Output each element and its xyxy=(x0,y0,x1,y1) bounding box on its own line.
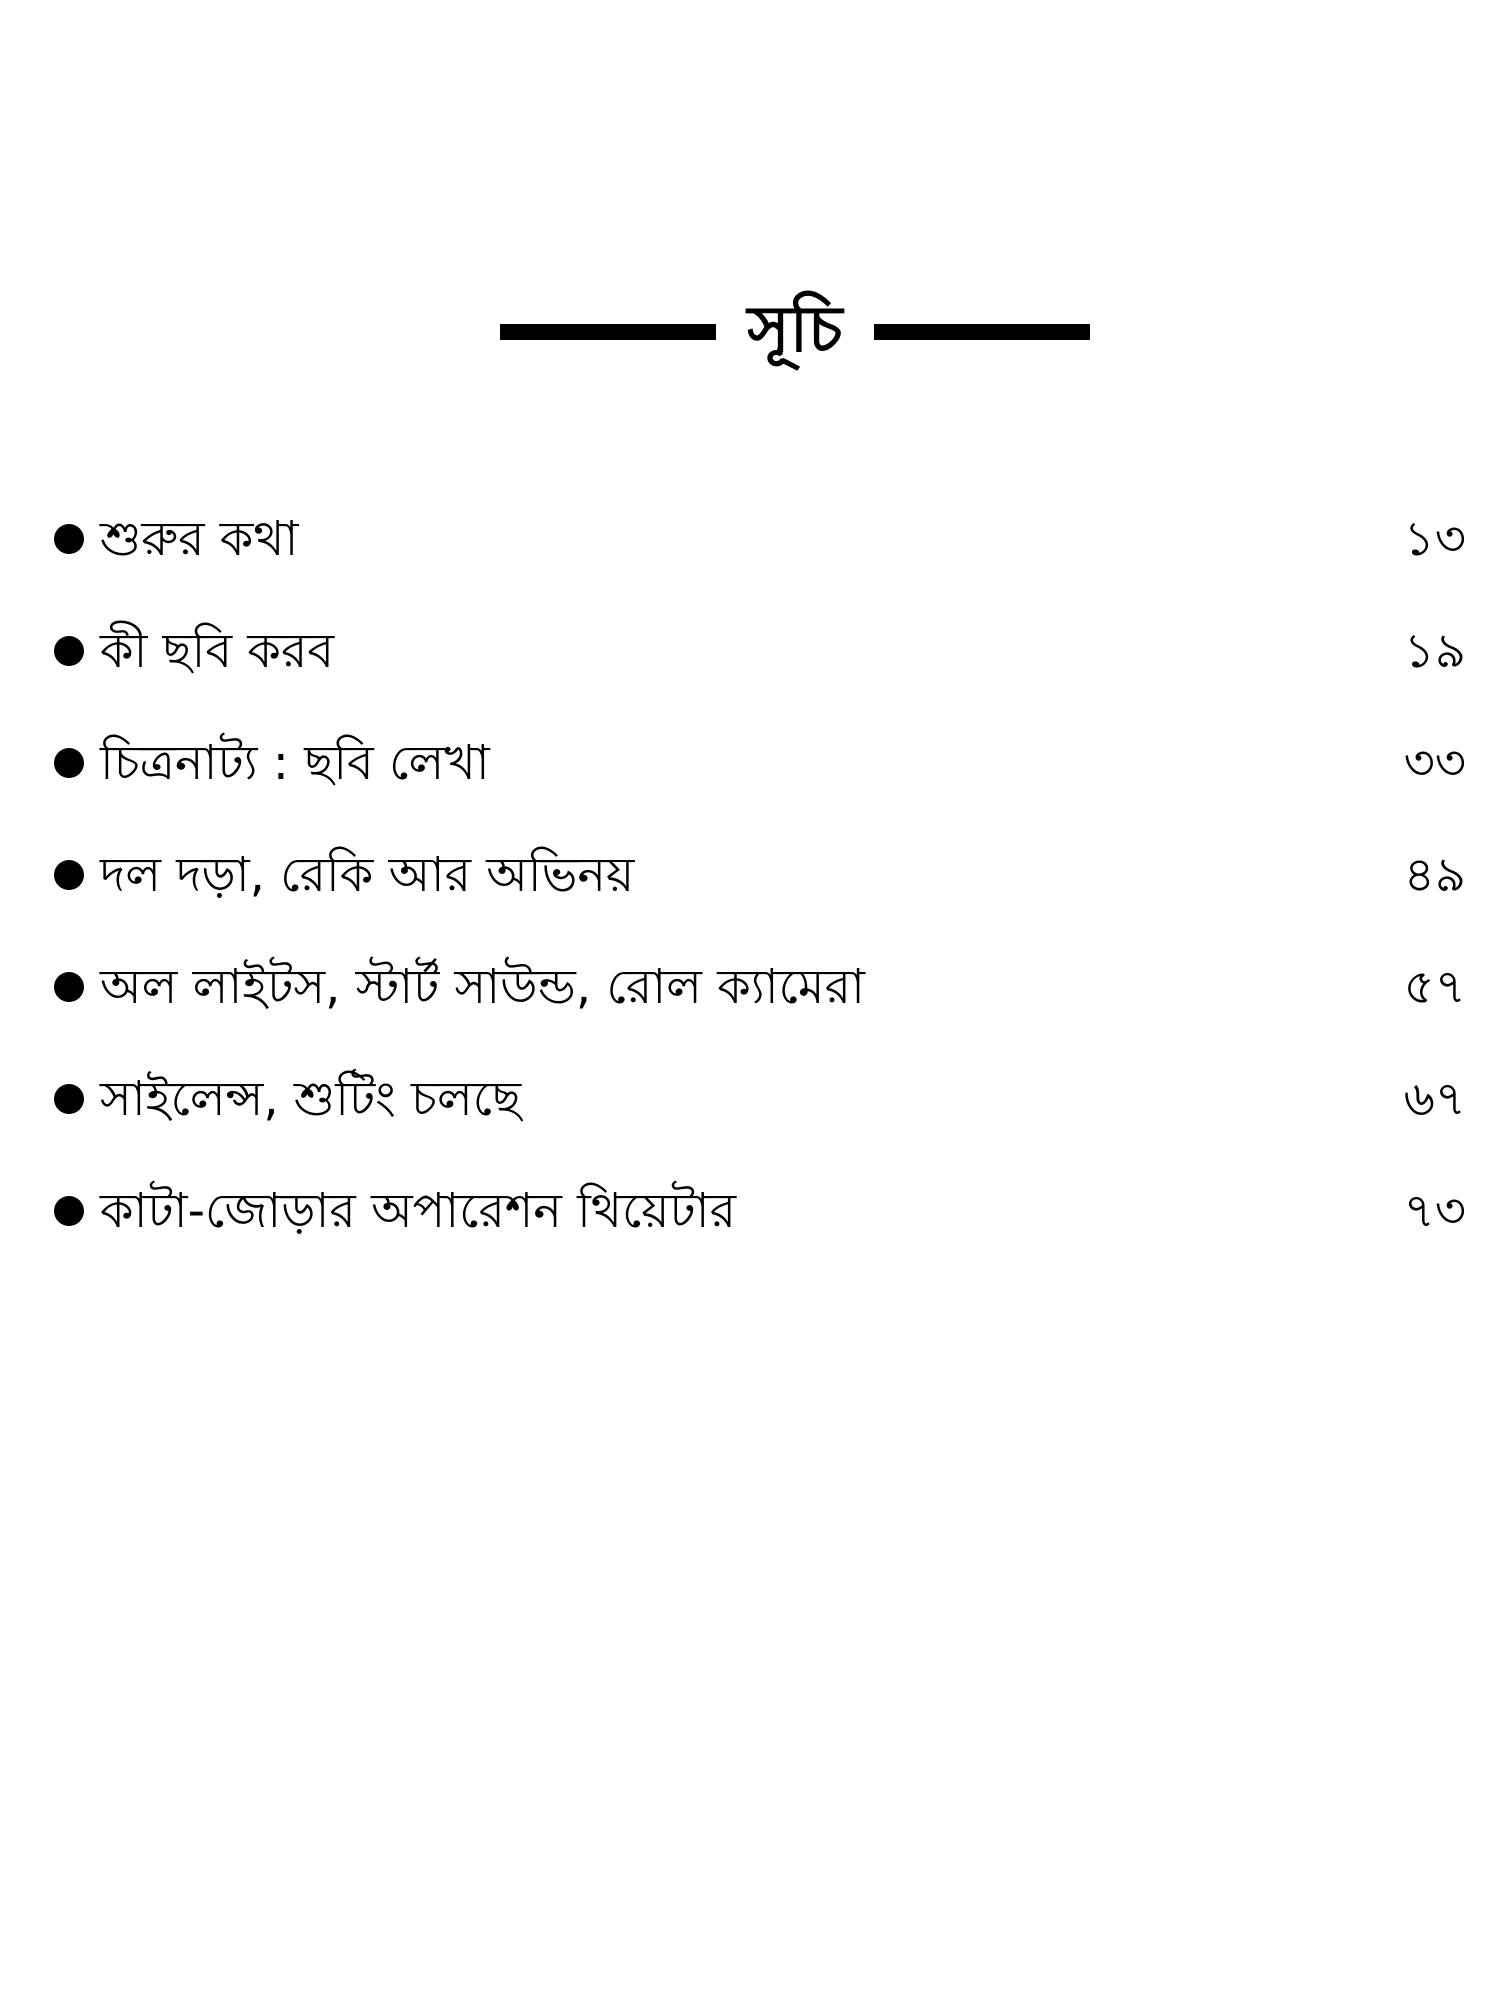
toc-entry-title: অল লাইটস, স্টার্ট সাউন্ড, রোল ক্যামেরা xyxy=(100,959,865,1015)
table-of-contents xyxy=(54,483,1466,1267)
toc-entry-page: ৭৩ xyxy=(1403,1183,1466,1239)
toc-entry xyxy=(54,707,1466,819)
bullet-icon xyxy=(54,636,84,666)
toc-entry-page: ৬৭ xyxy=(1403,1071,1466,1127)
page-title: সূচি xyxy=(747,293,843,367)
bullet-icon xyxy=(54,972,84,1002)
bullet-icon xyxy=(54,748,84,778)
toc-entry-title: শুরুর কথা xyxy=(100,511,299,567)
toc-entry xyxy=(54,1043,1466,1155)
toc-entry-title: সাইলেন্স, শুটিং চলছে xyxy=(100,1071,522,1127)
bullet-icon xyxy=(54,524,84,554)
heading-rule-left xyxy=(500,324,716,340)
bullet-icon xyxy=(54,1084,84,1114)
toc-entry xyxy=(54,1155,1466,1267)
toc-entry xyxy=(54,931,1466,1043)
toc-entry xyxy=(54,595,1466,707)
toc-entry-title: কাটা-জোড়ার অপারেশন থিয়েটার xyxy=(100,1183,737,1239)
toc-entry-title: চিত্রনাট্য : ছবি লেখা xyxy=(100,735,490,791)
toc-entry xyxy=(54,483,1466,595)
bullet-icon xyxy=(54,1196,84,1226)
toc-entry-page: ৫৭ xyxy=(1403,959,1466,1015)
toc-entry-page: ১৯ xyxy=(1403,623,1466,679)
heading-rule-right xyxy=(874,324,1090,340)
bullet-icon xyxy=(54,860,84,890)
toc-entry xyxy=(54,819,1466,931)
toc-entry-title: দল দড়া, রেকি আর অভিনয় xyxy=(100,847,635,903)
page-heading xyxy=(0,280,1500,380)
toc-entry-page: ৩৩ xyxy=(1403,735,1466,791)
toc-entry-title: কী ছবি করব xyxy=(100,623,335,679)
toc-entry-page: ১৩ xyxy=(1403,511,1466,567)
toc-entry-page: ৪৯ xyxy=(1403,847,1466,903)
